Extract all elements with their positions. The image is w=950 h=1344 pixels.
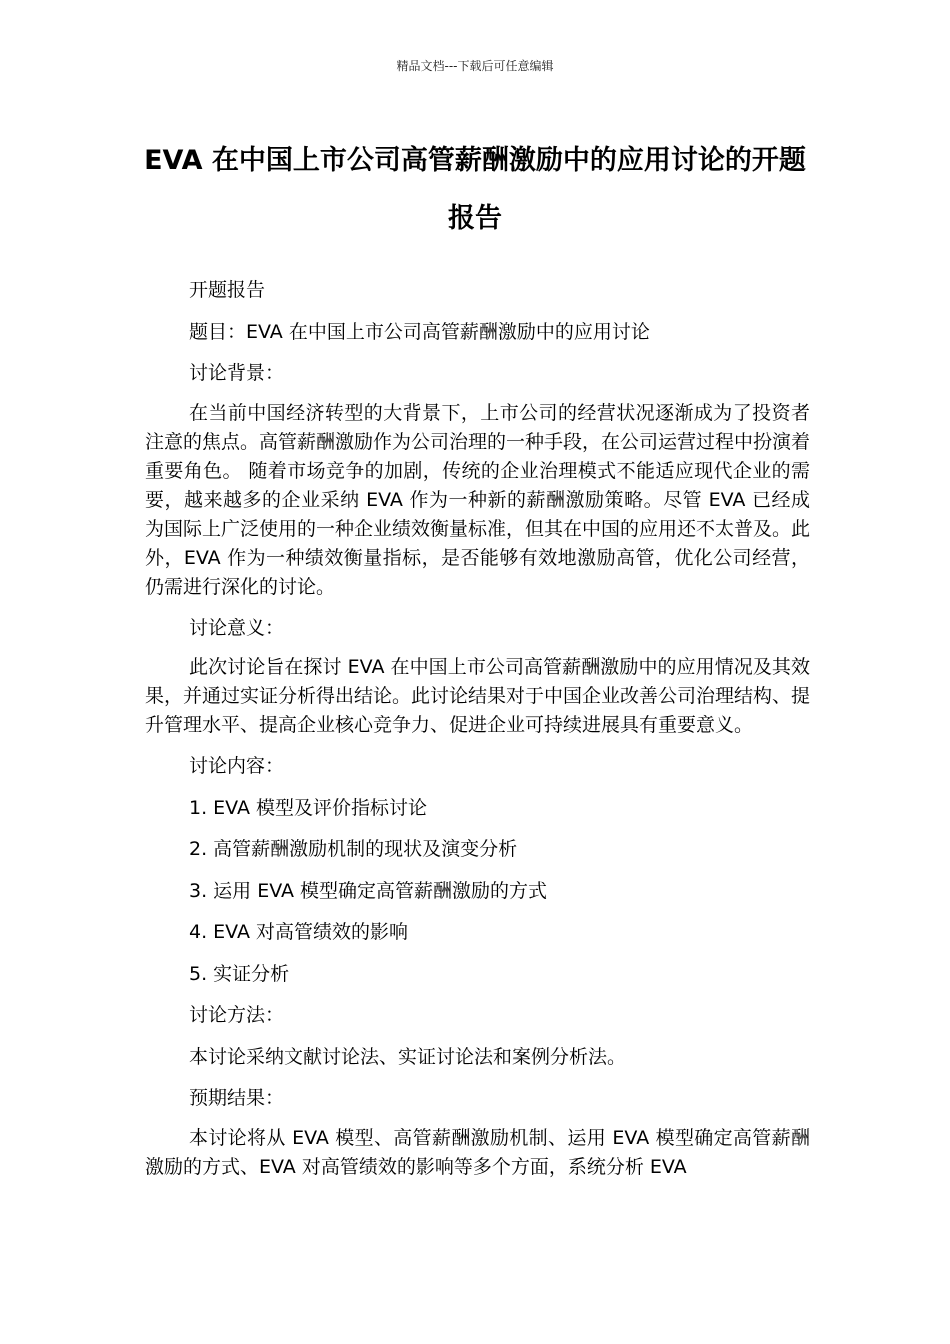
- report-label: 开题报告: [189, 279, 266, 301]
- results-paragraph: 本讨论将从 EVA 模型、高管薪酬激励机制、运用 EVA 模型确定高管薪酬激励的方式、EVA 对高管绩效的影响等多个方面，系统分析 EVA: [145, 1126, 810, 1178]
- significance-paragraph: 此次讨论旨在探讨 EVA 在中国上市公司高管薪酬激励中的应用情况及其效果，并通过实证分析得出结论。此讨论结果对于中国企业改善公司治理结构、提升管理水平、提高企业核心竞争力、促进企业可持续进展具有重要意义。: [145, 656, 811, 736]
- topic-line: 题目：EVA 在中国上市公司高管薪酬激励中的应用讨论: [189, 320, 650, 343]
- header-note: 精品文档---下载后可任意编辑: [396, 59, 554, 73]
- content-item: 4. EVA 对高管绩效的影响: [189, 921, 408, 943]
- content-item: 2. 高管薪酬激励机制的现状及演变分析: [189, 838, 518, 860]
- background-paragraph: 在当前中国经济转型的大背景下，上市公司的经营状况逐渐成为了投资者注意的焦点。高管薪酬激励作为公司治理的一种手段，在公司运营过程中扮演着重要角色。 随着市场竞争的加剧，传统的企业治理模式不能适应现代企业的需要，越来越多的企业采纳 EVA 作为一种新的薪酬激励策略。尽管 EVA 已经成为国际上广泛使用的一种企业绩效衡量标准，但其在中国的应用还不太普及。此外，EVA 作为一种绩效衡量指标，是否能够有效地激励高管，优化公司经营，仍需进行深化的讨论。: [145, 401, 811, 598]
- document-body: [145, 270, 810, 1188]
- results-heading: 预期结果：: [189, 1087, 285, 1109]
- method-heading: 讨论方法：: [189, 1004, 285, 1026]
- method-paragraph: 本讨论采纳文献讨论法、实证讨论法和案例分析法。: [189, 1045, 627, 1068]
- content-item: 5. 实证分析: [189, 962, 290, 985]
- background-heading: 讨论背景：: [189, 362, 285, 384]
- content-heading: 讨论内容：: [189, 755, 285, 777]
- significance-heading: 讨论意义：: [189, 616, 285, 639]
- document-title: EVA 在中国上市公司高管薪酬激励中的应用讨论的开题报告: [144, 145, 806, 234]
- content-item: 3. 运用 EVA 模型确定高管薪酬激励的方式: [189, 879, 548, 902]
- content-item: 1. EVA 模型及评价指标讨论: [189, 796, 427, 819]
